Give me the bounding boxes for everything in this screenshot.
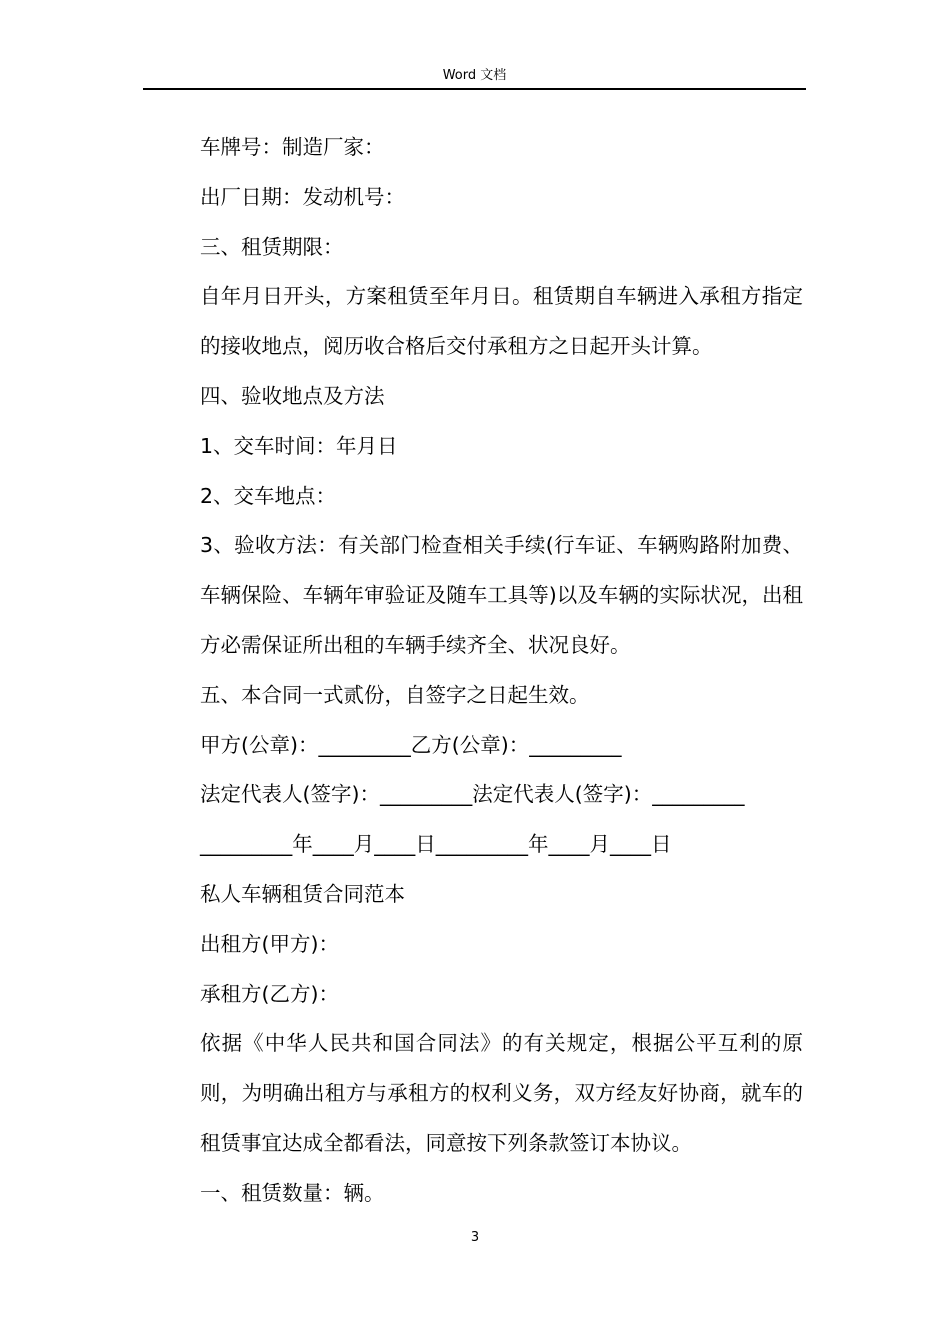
paragraph-acceptance-heading: 四、验收地点及方法 (200, 383, 385, 408)
paragraph-delivery-time: 1、交车时间：年月日 (200, 433, 398, 458)
document-body (178, 123, 803, 1219)
paragraph-seal-line: 甲方(公章)：_________乙方(公章)：_________ (200, 732, 622, 757)
paragraph-lessee: 承租方(乙方)： (200, 981, 339, 1006)
paragraph-lease-term-heading: 三、租赁期限： (200, 234, 344, 259)
page-header (143, 66, 806, 90)
paragraph-preamble: 依据《中华人民共和国合同法》的有关规定，根据公平互利的原则，为明确出租方与承租方的权利义务，双方经友好协商，就车的租赁事宜达成全都看法，同意按下列条款签订本协议。 (200, 1031, 803, 1155)
paragraph-plate-number: 车牌号：制造厂家： (200, 135, 385, 159)
paragraph-lease-term: 自年月日开头，方案租赁至年月日。租赁期自车辆进入承租方指定的接收地点，阅历收合格后交付承租方之日起开头计算。 (200, 284, 803, 359)
paragraph-factory-date: 出厂日期：发动机号： (200, 184, 405, 209)
paragraph-contract-title: 私人车辆租赁合同范本 (200, 881, 405, 906)
page-footer (0, 1228, 950, 1248)
page-number: 3 (470, 1230, 480, 1245)
paragraph-effective-clause: 五、本合同一式贰份，自签字之日起生效。 (200, 682, 590, 707)
paragraph-acceptance-method: 3、验收方法：有关部门检查相关手续(行车证、车辆购路附加费、车辆保险、车辆年审验证及随车工具等)以及车辆的实际状况，出租方必需保证所出租的车辆手续齐全、状况良好。 (200, 533, 803, 657)
paragraph-lessor: 出租方(甲方)： (200, 931, 339, 956)
header-title: Word 文档 (442, 68, 507, 83)
paragraph-delivery-place: 2、交车地点： (200, 483, 337, 508)
paragraph-date-line: _________年____月____日_________年____月____日 (200, 832, 672, 857)
paragraph-representative-line: 法定代表人(签字)：_________法定代表人(签字)：_________ (200, 782, 745, 807)
paragraph-lease-quantity: 一、租赁数量：辆。 (200, 1180, 385, 1205)
